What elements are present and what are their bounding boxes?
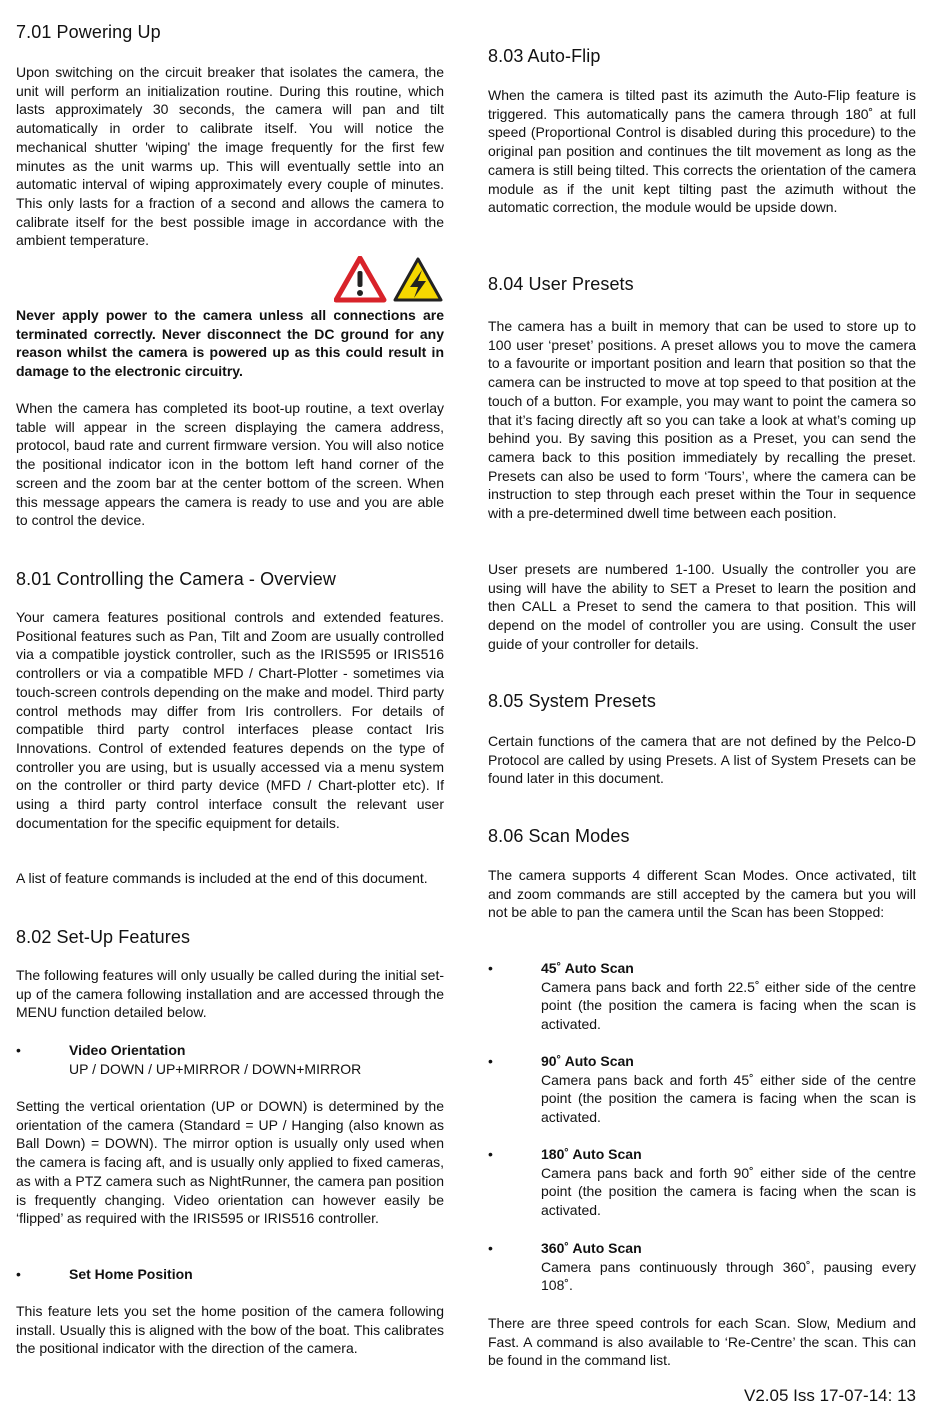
system-presets-paragraph: Certain functions of the camera that are not defined by the Pelco-D Protocol are called by using Presets. A list of System Presets can be found later in this document.: [488, 733, 916, 787]
powering-up-paragraph-2: When the camera has completed its boot-up routine, a text overlay table will appear in the screen displaying the camera address, protocol, baud rate and current firmware version. You will also notice the positional indicator icon in the bottom left hand corner of the screen and the zoom bar at the center bottom of the screen. When this message appears the camera is ready to use and you are able to control the device.: [16, 400, 444, 529]
bullet-icon: •: [488, 1053, 493, 1069]
scan-title: 180˚ Auto Scan: [541, 1146, 642, 1162]
scan-modes-paragraph-2: There are three speed controls for each Scan. Slow, Medium and Fast. A command is also available to ‘Re-Centre’ the scan. This can be found in the command list.: [488, 1315, 916, 1369]
scan-desc: Camera pans back and forth 22.5˚ either side of the centre point (the position the camera is facing when the scan is activated.: [541, 978, 916, 1033]
user-presets-paragraph-1: The camera has a built in memory that can be used to store up to 100 user ‘preset’ positions. A preset allows you to move the camera to a favourite or important position and learn that position so that the camera can be instructed to move at top speed to that position at the touch of a button. For example, you may want to point the camera so that it’s facing directly aft so you can take a look at what’s coming up behind you. By saving this position as a Preset, you can send the camera back to this position immediately by recalling the preset. Presets can also be used to form ‘Tours’, where the camera can be instruction to step through each preset within the Tour in sequence with a pre-determined dwell time between each position.: [488, 318, 916, 522]
bullet-icon: •: [488, 1240, 493, 1256]
scan-desc: Camera pans continuously through 360˚, pausing every 108˚.: [541, 1258, 916, 1294]
bullet-desc: UP / DOWN / UP+MIRROR / DOWN+MIRROR: [69, 1060, 362, 1077]
scan-title: 360˚ Auto Scan: [541, 1240, 642, 1256]
heading-system-presets: 8.05 System Presets: [488, 691, 656, 711]
user-presets-paragraph-2: User presets are numbered 1-100. Usually the controller you are using will have the ability to SET a Preset to learn the position and then CALL a Preset to send the camera to that position. This will depend on the model of controller you are using. Consult the user guide of your controller for details.: [488, 561, 916, 652]
auto-flip-paragraph: When the camera is tilted past its azimuth the Auto-Flip feature is triggered. This automatically pans the camera through 180˚ at full speed (Proportional Control is disabled during this procedure) to the original pan position and continues the tilt movement as long as the camera is still being tilted. This corrects the orientation of the camera module as if the unit kept tilting past the azimuth without the automatic correction, the module would be upside down.: [488, 87, 916, 216]
bullet-icon: •: [488, 1146, 493, 1162]
heading-controlling-camera: 8.01 Controlling the Camera - Overview: [16, 569, 336, 589]
scan-title: 90˚ Auto Scan: [541, 1053, 634, 1069]
scan-modes-paragraph-1: The camera supports 4 different Scan Modes. Once activated, tilt and zoom commands are still accepted by the camera but you will not be able to pan the camera until the Scan has been Stopped:: [488, 867, 916, 921]
setup-paragraph-1: The following features will only usually be called during the initial set-up of the camera following installation and are accessed through the MENU function detailed below.: [16, 967, 444, 1021]
heading-setup-features: 8.02 Set-Up Features: [16, 927, 191, 947]
heading-powering-up: 7.01 Powering Up: [16, 22, 161, 42]
page-footer: V2.05 Iss 17-07-14: 13: [743, 1386, 916, 1405]
controlling-paragraph-1: Your camera features positional controls and extended features. Positional features such as Pan, Tilt and Zoom are usually controlled via a compatible joystick controller, such as the IRIS595 or IRIS516 controllers or via a compatible MFD / Chart-Plotter - sometimes via touch-screen controls depending on the make and model. Third party control methods may differ from Iris controllers. For details of compatible third party control interfaces please contact Iris Innovations. Control of extended features depends on the type of controller you are using, but is usually accessed via a menu system on the controller or third party device (MFD / Chart-plotter etc). If using a third party control interface consult the relevant user documentation for the specific equipment for details.: [16, 609, 444, 831]
warning-icons-svg: [334, 256, 446, 304]
scan-desc: Camera pans back and forth 90˚ either side of the centre point (the position the camera is facing when the scan is activated.: [541, 1164, 916, 1219]
setup-paragraph-3: This feature lets you set the home position of the camera following install. Usually this is aligned with the bow of the boat. This calibrates the positional indicator with the direction of the camera.: [16, 1303, 444, 1357]
powering-up-paragraph-1: Upon switching on the circuit breaker that isolates the camera, the unit will perform an initialization routine. During this routine, which lasts approximately 30 seconds, the camera will pan and tilt automatically in order to calibrate itself. You will notice the mechanical shutter 'wiping' the image frequently for the first few minutes as the unit warms up. This will eventually settle into an automatic interval of wiping approximately every couple of minutes. This only lasts for a fraction of a second and allows the camera to calibrate itself for the best possible image in accordance with the ambient temperature.: [16, 64, 444, 249]
warning-triangle-icon: [336, 258, 384, 300]
bullet-icon: •: [16, 1266, 21, 1282]
heading-user-presets: 8.04 User Presets: [488, 274, 634, 294]
bullet-title: Video Orientation: [69, 1042, 186, 1058]
bullet-title: Set Home Position: [69, 1266, 193, 1282]
power-warning-text: Never apply power to the camera unless all connections are terminated correctly. Never disconnect the DC ground for any reason whilst the camera is powered up as this could result in damage to the electronic circuitry.: [16, 307, 444, 380]
controlling-paragraph-2: A list of feature commands is included at the end of this document.: [16, 870, 428, 886]
bullet-icon: •: [16, 1042, 21, 1058]
setup-paragraph-2: Setting the vertical orientation (UP or DOWN) is determined by the orientation of the camera (Standard = UP / Hanging (also known as Ball Down) = DOWN). The mirror option is usually only used when the camera is facing aft, and is usually only applied to fixed cameras, as with a PTZ camera such as NightRunner, the camera pan position is frequently changing. Video orientation can however easily be ‘flipped’ as required with the IRIS595 or IRIS516 controller.: [16, 1098, 444, 1227]
heading-auto-flip: 8.03 Auto-Flip: [488, 46, 601, 66]
scan-title: 45˚ Auto Scan: [541, 960, 634, 976]
heading-scan-modes: 8.06 Scan Modes: [488, 826, 630, 846]
bullet-icon: •: [488, 960, 493, 976]
scan-desc: Camera pans back and forth 45˚ either side of the centre point (the position the camera is facing when the scan is activated.: [541, 1071, 916, 1126]
high-voltage-icon: [395, 259, 441, 300]
warning-icons: [334, 256, 446, 304]
